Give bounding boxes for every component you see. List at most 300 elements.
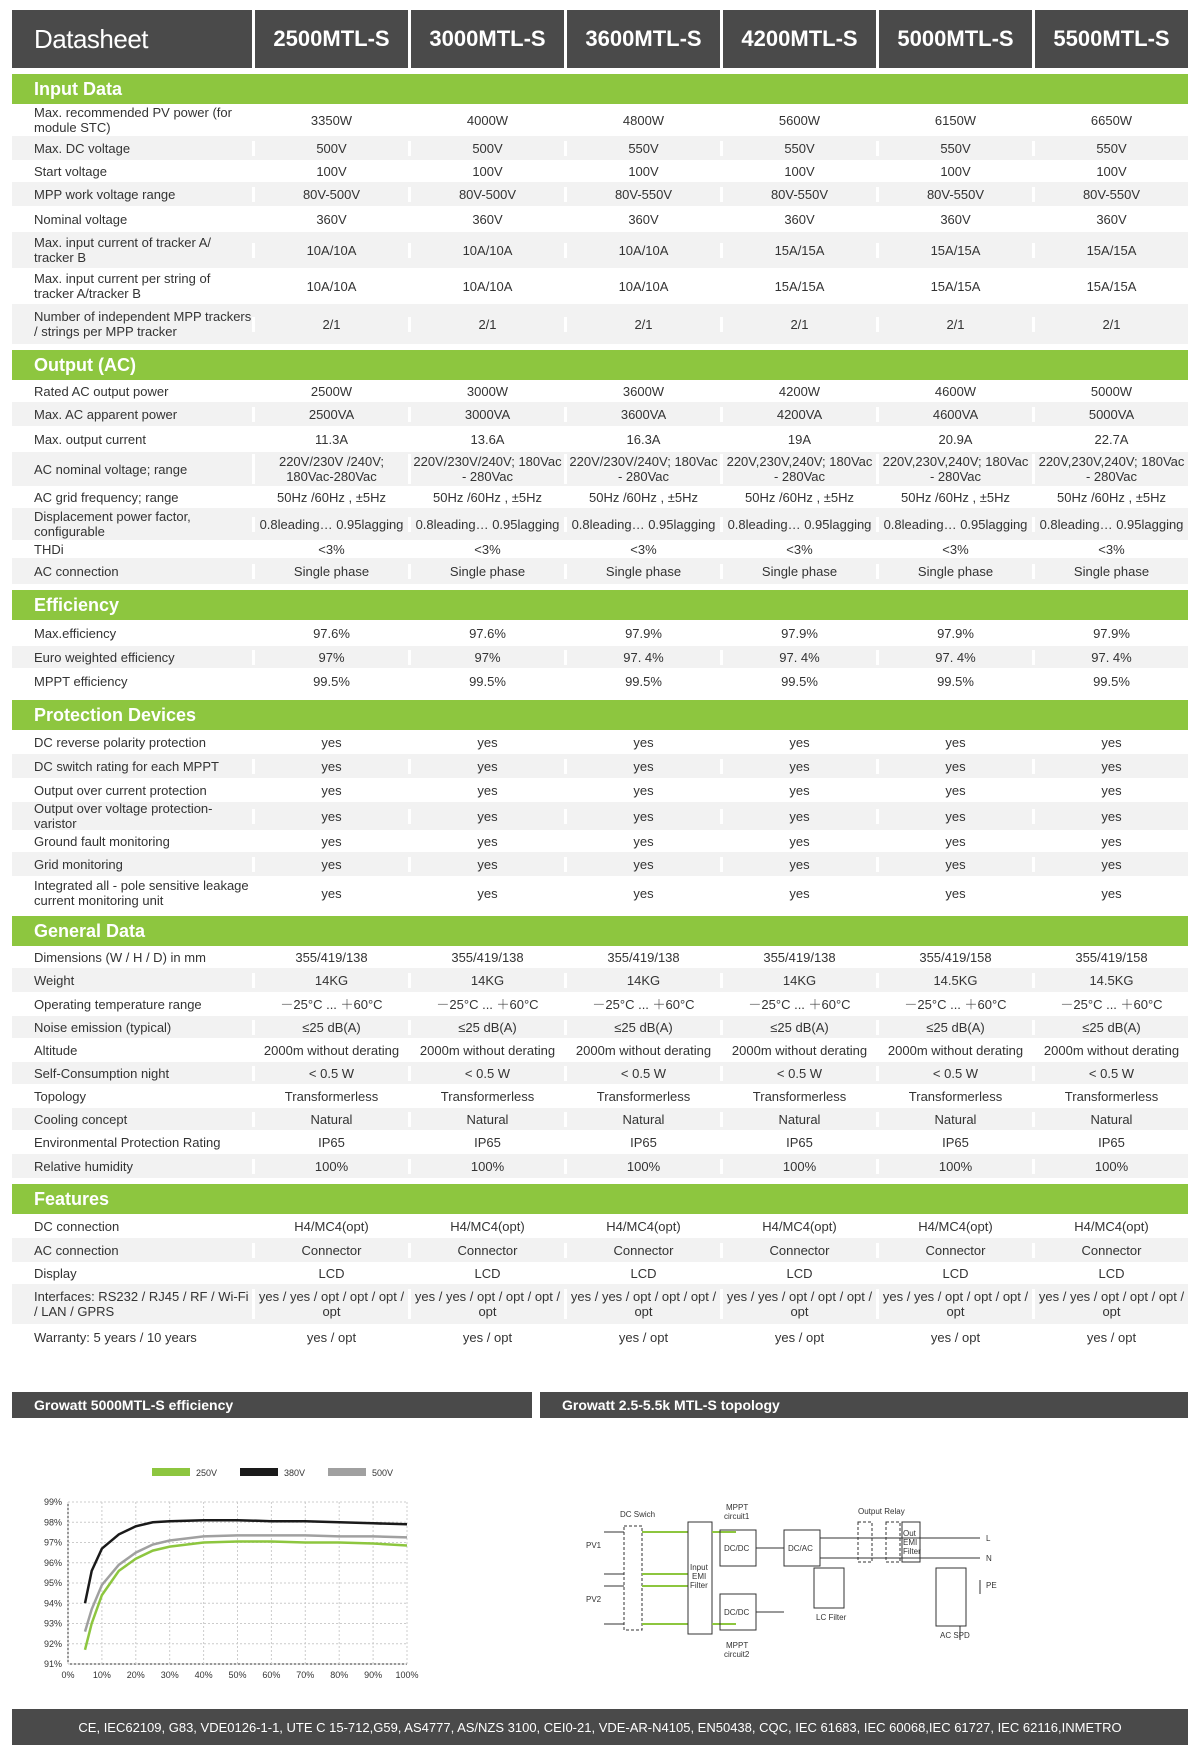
- row-value: 360V: [876, 212, 1032, 227]
- row-value: Transformerless: [252, 1089, 408, 1104]
- row-label: Altitude: [34, 1042, 78, 1058]
- row-value: 100%: [408, 1159, 564, 1174]
- row-label: Dimensions (W / H / D) in mm: [34, 949, 206, 965]
- row-value: < 0.5 W: [564, 1066, 720, 1081]
- row-value: 19A: [720, 432, 876, 447]
- row-value: 100%: [720, 1159, 876, 1174]
- row-label: Max.efficiency: [34, 625, 117, 641]
- row-value: yes: [876, 809, 1032, 824]
- row-label: Interfaces: RS232 / RJ45 / RF / Wi-Fi / LAN / GPRS: [34, 1289, 249, 1319]
- row-label: Environmental Protection Rating: [34, 1134, 221, 1150]
- section-header: General Data: [12, 916, 1188, 946]
- table-row: [12, 1238, 1188, 1262]
- row-value: 360V: [564, 212, 720, 227]
- row-value: 14KG: [720, 973, 876, 988]
- table-row: [12, 1038, 1188, 1062]
- x-tick-label: 10%: [92, 1670, 111, 1680]
- row-value: yes / opt: [252, 1330, 408, 1345]
- row-value: Connector: [408, 1243, 564, 1258]
- row-value: 550V: [564, 141, 720, 156]
- table-row: [12, 486, 1188, 508]
- row-value: H4/MC4(opt): [408, 1219, 564, 1234]
- row-label: AC grid frequency; range: [34, 489, 179, 505]
- row-value: 16.3A: [564, 432, 720, 447]
- row-label: Displacement power factor, configurable: [34, 509, 191, 539]
- row-value: yes: [876, 834, 1032, 849]
- model-column-header: 5500MTL-S: [1035, 10, 1188, 68]
- row-value: 355/419/138: [252, 950, 408, 965]
- row-label: AC nominal voltage; range: [34, 461, 188, 477]
- row-value: IP65: [252, 1135, 408, 1150]
- row-value: H4/MC4(opt): [564, 1219, 720, 1234]
- row-label: Noise emission (typical): [34, 1019, 172, 1035]
- row-value: 6650W: [1032, 113, 1188, 128]
- datasheet-title: Datasheet: [12, 10, 252, 68]
- table-row: [12, 268, 1188, 304]
- table-row: [12, 182, 1188, 206]
- row-value: 220V,230V,240V; 180Vac - 280Vac: [720, 454, 876, 484]
- row-value: 14KG: [564, 973, 720, 988]
- table-row: [12, 668, 1188, 694]
- row-value: IP65: [564, 1135, 720, 1150]
- row-label: Ground fault monitoring: [34, 833, 170, 849]
- row-value: < 0.5 W: [252, 1066, 408, 1081]
- row-value: 5600W: [720, 113, 876, 128]
- row-value: 2/1: [720, 317, 876, 332]
- model-column-header: 5000MTL-S: [879, 10, 1032, 68]
- row-value: 3000W: [408, 384, 564, 399]
- row-label: Grid monitoring: [34, 856, 123, 872]
- row-value: <3%: [876, 542, 1032, 557]
- row-value: yes: [408, 759, 564, 774]
- y-tick-label: 94%: [43, 1598, 62, 1609]
- row-value: 355/419/158: [876, 950, 1032, 965]
- row-value: <3%: [408, 542, 564, 557]
- row-value: yes / yes / opt / opt / opt / opt: [720, 1289, 876, 1319]
- efficiency-chart-header: Growatt 5000MTL-S efficiency: [12, 1392, 532, 1418]
- row-value: ≤25 dB(A): [564, 1020, 720, 1035]
- row-value: yes / yes / opt / opt / opt / opt: [876, 1289, 1032, 1319]
- row-value: 50Hz /60Hz , ±5Hz: [876, 490, 1032, 505]
- row-value: yes: [408, 886, 564, 901]
- row-value: 97. 4%: [720, 650, 876, 665]
- table-row: [12, 304, 1188, 344]
- row-label: Max. input current per string of tracker A/tracker B: [34, 271, 211, 301]
- table-row: [12, 402, 1188, 426]
- row-value: 0.8leading… 0.95lagging: [1032, 517, 1188, 532]
- mppt1-label-b: circuit1: [724, 1512, 750, 1521]
- row-value: 220V/230V /240V; 180Vac-280Vac: [252, 454, 408, 484]
- row-value: 97.9%: [1032, 626, 1188, 641]
- row-value: 100%: [564, 1159, 720, 1174]
- row-value: IP65: [876, 1135, 1032, 1150]
- row-label: Max. DC voltage: [34, 140, 131, 156]
- row-value: 100V: [408, 164, 564, 179]
- x-tick-label: 70%: [296, 1670, 315, 1680]
- row-value: Natural: [720, 1112, 876, 1127]
- row-value: 10A/10A: [408, 279, 564, 294]
- row-value: 50Hz /60Hz , ±5Hz: [252, 490, 408, 505]
- mppt2-label-b: circuit2: [724, 1650, 750, 1659]
- row-value: 11.3A: [252, 432, 408, 447]
- table-row: [12, 1084, 1188, 1108]
- lc-filter-box: [814, 1568, 844, 1608]
- row-value: 97.6%: [408, 626, 564, 641]
- row-value: Single phase: [876, 564, 1032, 579]
- row-value: yes: [564, 783, 720, 798]
- row-value: 2/1: [564, 317, 720, 332]
- row-label: Weight: [34, 972, 75, 988]
- model-column-header: 4200MTL-S: [723, 10, 876, 68]
- row-value: 97. 4%: [876, 650, 1032, 665]
- row-value: yes: [408, 783, 564, 798]
- table-row: [12, 508, 1188, 540]
- row-label: Nominal voltage: [34, 211, 128, 227]
- table-row: [12, 104, 1188, 136]
- row-label: THDi: [34, 541, 64, 557]
- row-value: 5000W: [1032, 384, 1188, 399]
- row-value: Connector: [876, 1243, 1032, 1258]
- row-value: yes: [1032, 759, 1188, 774]
- row-value: Connector: [252, 1243, 408, 1258]
- y-tick-label: 97%: [43, 1537, 62, 1548]
- dcac-label: DC/AC: [788, 1544, 813, 1553]
- row-value: yes: [564, 886, 720, 901]
- x-tick-label: 0%: [61, 1670, 75, 1680]
- row-value: 4000W: [408, 113, 564, 128]
- input-emi-label-b: EMI: [692, 1572, 707, 1581]
- row-value: yes / yes / opt / opt / opt / opt: [1032, 1289, 1188, 1319]
- row-label: AC connection: [34, 563, 119, 579]
- row-value: 99.5%: [408, 674, 564, 689]
- x-tick-label: 80%: [330, 1670, 349, 1680]
- row-value: 2000m without derating: [252, 1043, 408, 1058]
- table-row: [12, 1062, 1188, 1084]
- y-tick-label: 95%: [43, 1578, 62, 1588]
- row-label: Warranty: 5 years / 10 years: [34, 1329, 197, 1345]
- section-header: Protection Devices: [12, 700, 1188, 730]
- row-label: DC reverse polarity protection: [34, 734, 206, 750]
- pe-terminal-label: PE: [986, 1581, 997, 1590]
- row-label: MPPT efficiency: [34, 673, 128, 689]
- row-value: yes: [1032, 735, 1188, 750]
- row-value: 2/1: [252, 317, 408, 332]
- row-value: yes: [720, 886, 876, 901]
- row-value: 100%: [1032, 1159, 1188, 1174]
- row-value: LCD: [1032, 1266, 1188, 1281]
- efficiency-chart: [12, 1418, 532, 1692]
- row-value: 15A/15A: [720, 279, 876, 294]
- row-value: 80V-550V: [720, 187, 876, 202]
- row-value: ≤25 dB(A): [1032, 1020, 1188, 1035]
- row-value: yes: [252, 857, 408, 872]
- table-row: [12, 778, 1188, 802]
- model-column-header: 2500MTL-S: [255, 10, 408, 68]
- row-value: 10A/10A: [564, 243, 720, 258]
- row-value: < 0.5 W: [876, 1066, 1032, 1081]
- row-value: LCD: [252, 1266, 408, 1281]
- row-value: 2000m without derating: [876, 1043, 1032, 1058]
- row-value: <3%: [1032, 542, 1188, 557]
- row-value: 0.8leading… 0.95lagging: [408, 517, 564, 532]
- row-value: 355/419/138: [408, 950, 564, 965]
- row-value: 2500W: [252, 384, 408, 399]
- row-value: 3600W: [564, 384, 720, 399]
- row-value: yes / yes / opt / opt / opt / opt: [408, 1289, 564, 1319]
- row-value: 100%: [876, 1159, 1032, 1174]
- row-value: Transformerless: [876, 1089, 1032, 1104]
- row-value: yes: [252, 809, 408, 824]
- row-value: yes / yes / opt / opt / opt / opt: [564, 1289, 720, 1319]
- table-row: [12, 426, 1188, 452]
- row-value: 100V: [1032, 164, 1188, 179]
- row-value: yes: [876, 857, 1032, 872]
- row-value: Connector: [1032, 1243, 1188, 1258]
- y-tick-label: 98%: [43, 1517, 62, 1528]
- table-row: [12, 852, 1188, 876]
- row-value: Single phase: [252, 564, 408, 579]
- table-header: [12, 10, 1188, 68]
- row-value: yes: [252, 783, 408, 798]
- row-value: 10A/10A: [252, 279, 408, 294]
- row-value: 100V: [876, 164, 1032, 179]
- table-row: [12, 1108, 1188, 1130]
- table-row: [12, 232, 1188, 268]
- row-value: yes / opt: [1032, 1330, 1188, 1345]
- row-value: 2000m without derating: [1032, 1043, 1188, 1058]
- row-value: 15A/15A: [876, 243, 1032, 258]
- row-value: 220V/230V/240V; 180Vac - 280Vac: [408, 454, 564, 484]
- row-value: 2000m without derating: [564, 1043, 720, 1058]
- row-value: 80V-550V: [876, 187, 1032, 202]
- dcdc2-label: DC/DC: [724, 1608, 750, 1617]
- row-value: yes: [1032, 809, 1188, 824]
- x-tick-label: 20%: [126, 1670, 145, 1680]
- row-value: 20.9A: [876, 432, 1032, 447]
- row-value: 355/419/158: [1032, 950, 1188, 965]
- row-value: yes: [564, 735, 720, 750]
- row-value: 2/1: [408, 317, 564, 332]
- table-row: [12, 876, 1188, 910]
- table-row: [12, 206, 1188, 232]
- row-value: yes: [252, 834, 408, 849]
- row-value: Transformerless: [408, 1089, 564, 1104]
- x-tick-label: 90%: [364, 1670, 383, 1680]
- x-tick-label: 30%: [160, 1670, 179, 1680]
- row-value: －25°C ... ＋60°C: [564, 997, 720, 1012]
- row-value: 2000m without derating: [720, 1043, 876, 1058]
- table-row: [12, 754, 1188, 778]
- row-value: 97.6%: [252, 626, 408, 641]
- table-row: [12, 730, 1188, 754]
- row-value: 10A/10A: [564, 279, 720, 294]
- row-value: yes: [876, 759, 1032, 774]
- row-value: Natural: [876, 1112, 1032, 1127]
- row-label: Output over current protection: [34, 782, 207, 798]
- output-relay-2: [886, 1522, 900, 1562]
- row-value: 100V: [720, 164, 876, 179]
- row-value: 80V-550V: [1032, 187, 1188, 202]
- n-terminal-label: N: [986, 1554, 992, 1563]
- row-value: yes: [564, 759, 720, 774]
- row-value: 99.5%: [252, 674, 408, 689]
- y-tick-label: 93%: [43, 1618, 62, 1629]
- row-value: 15A/15A: [1032, 279, 1188, 294]
- row-value: 360V: [408, 212, 564, 227]
- row-value: Natural: [564, 1112, 720, 1127]
- row-value: 550V: [720, 141, 876, 156]
- row-label: Topology: [34, 1088, 87, 1104]
- row-value: 10A/10A: [252, 243, 408, 258]
- row-value: yes: [720, 809, 876, 824]
- table-row: [12, 136, 1188, 160]
- row-value: yes: [252, 759, 408, 774]
- row-value: yes: [720, 783, 876, 798]
- row-value: 99.5%: [720, 674, 876, 689]
- row-value: Natural: [1032, 1112, 1188, 1127]
- row-value: 0.8leading… 0.95lagging: [564, 517, 720, 532]
- charts-area: [12, 1392, 1188, 1692]
- row-value: Natural: [408, 1112, 564, 1127]
- row-label: Max. input current of tracker A/ tracker B: [34, 235, 212, 265]
- row-value: yes: [720, 759, 876, 774]
- output-relay-1: [858, 1522, 872, 1562]
- row-value: yes: [1032, 834, 1188, 849]
- row-value: <3%: [252, 542, 408, 557]
- row-label: Operating temperature range: [34, 996, 202, 1012]
- row-label: Max. AC apparent power: [34, 406, 178, 422]
- row-label: Start voltage: [34, 163, 107, 179]
- row-label: Rated AC output power: [34, 383, 169, 399]
- row-value: 100%: [252, 1159, 408, 1174]
- row-value: Single phase: [1032, 564, 1188, 579]
- row-value: 4600VA: [876, 407, 1032, 422]
- y-tick-label: 96%: [43, 1557, 62, 1568]
- row-value: 550V: [876, 141, 1032, 156]
- row-value: 13.6A: [408, 432, 564, 447]
- row-value: Single phase: [564, 564, 720, 579]
- row-value: yes: [564, 857, 720, 872]
- row-value: 6150W: [876, 113, 1032, 128]
- row-value: yes: [252, 735, 408, 750]
- row-value: yes: [720, 857, 876, 872]
- row-value: yes: [408, 857, 564, 872]
- row-value: 3600VA: [564, 407, 720, 422]
- series-line-250V: [85, 1542, 407, 1650]
- row-value: 97. 4%: [564, 650, 720, 665]
- row-label: Cooling concept: [34, 1111, 128, 1127]
- row-value: yes: [1032, 857, 1188, 872]
- legend-swatch: [328, 1468, 366, 1476]
- row-value: 355/419/138: [564, 950, 720, 965]
- row-value: 360V: [1032, 212, 1188, 227]
- row-value: ≤25 dB(A): [408, 1020, 564, 1035]
- row-value: yes / opt: [564, 1330, 720, 1345]
- section-header: Features: [12, 1184, 1188, 1214]
- y-tick-label: 91%: [43, 1659, 62, 1669]
- table-row: [12, 992, 1188, 1016]
- table-row: [12, 1154, 1188, 1178]
- row-value: 4800W: [564, 113, 720, 128]
- row-value: －25°C ... ＋60°C: [720, 997, 876, 1012]
- spec-sections: [12, 74, 1188, 1350]
- row-value: yes / opt: [876, 1330, 1032, 1345]
- output-relay-label: Output Relay: [858, 1507, 905, 1516]
- row-value: 4200W: [720, 384, 876, 399]
- row-value: Connector: [564, 1243, 720, 1258]
- model-column-header: 3000MTL-S: [411, 10, 564, 68]
- legend-swatch: [152, 1468, 190, 1476]
- certifications-footer: CE, IEC62109, G83, VDE0126-1-1, UTE C 15-712,G59, AS4777, AS/NZS 3100, CEI0-21, VDE-AR-N4105, EN50438, CQC, IEC 61683, IEC 60068,IEC 61727, IEC 62116,INMETRO: [12, 1709, 1188, 1745]
- ac-spd-box: [936, 1568, 966, 1626]
- dcdc1-label: DC/DC: [724, 1544, 750, 1553]
- row-value: 50Hz /60Hz , ±5Hz: [564, 490, 720, 505]
- row-value: IP65: [1032, 1135, 1188, 1150]
- row-value: 14KG: [252, 973, 408, 988]
- row-value: Single phase: [408, 564, 564, 579]
- x-tick-label: 100%: [395, 1670, 419, 1680]
- row-value: 97.9%: [876, 626, 1032, 641]
- row-label: MPP work voltage range: [34, 186, 176, 202]
- row-label: DC connection: [34, 1218, 120, 1234]
- row-value: ≤25 dB(A): [252, 1020, 408, 1035]
- x-tick-label: 40%: [194, 1670, 213, 1680]
- row-value: 0.8leading… 0.95lagging: [876, 517, 1032, 532]
- row-value: 220V,230V,240V; 180Vac - 280Vac: [876, 454, 1032, 484]
- row-value: yes: [876, 886, 1032, 901]
- datasheet-table: [12, 10, 1188, 1350]
- row-value: －25°C ... ＋60°C: [1032, 997, 1188, 1012]
- table-row: [12, 160, 1188, 182]
- table-row: [12, 646, 1188, 668]
- row-label: Relative humidity: [34, 1158, 133, 1174]
- row-label: Output over voltage protection-varistor: [34, 801, 213, 831]
- row-value: 99.5%: [876, 674, 1032, 689]
- row-value: Transformerless: [1032, 1089, 1188, 1104]
- row-value: 355/419/138: [720, 950, 876, 965]
- row-value: <3%: [720, 542, 876, 557]
- l-terminal-label: L: [986, 1534, 991, 1543]
- row-value: Single phase: [720, 564, 876, 579]
- dc-switch-label: DC Swich: [620, 1510, 656, 1519]
- row-value: 50Hz /60Hz , ±5Hz: [408, 490, 564, 505]
- row-value: 2/1: [1032, 317, 1188, 332]
- row-value: 97%: [408, 650, 564, 665]
- row-value: yes: [252, 886, 408, 901]
- input-emi-label-c: Filter: [690, 1581, 708, 1590]
- row-value: 500V: [252, 141, 408, 156]
- row-value: yes: [408, 834, 564, 849]
- table-row: [12, 380, 1188, 402]
- row-value: <3%: [564, 542, 720, 557]
- table-row: [12, 1016, 1188, 1038]
- table-row: [12, 1130, 1188, 1154]
- row-value: 80V-500V: [252, 187, 408, 202]
- row-value: 14KG: [408, 973, 564, 988]
- table-row: [12, 620, 1188, 646]
- row-value: < 0.5 W: [720, 1066, 876, 1081]
- row-value: 0.8leading… 0.95lagging: [720, 517, 876, 532]
- row-label: Max. recommended PV power (for module STC): [34, 105, 232, 135]
- section-header: Efficiency: [12, 590, 1188, 620]
- row-value: yes: [1032, 783, 1188, 798]
- table-row: [12, 558, 1188, 584]
- row-value: < 0.5 W: [1032, 1066, 1188, 1081]
- row-value: 100V: [252, 164, 408, 179]
- row-label: Number of independent MPP trackers / strings per MPP tracker: [34, 309, 252, 339]
- row-value: yes: [564, 809, 720, 824]
- efficiency-chart-panel: [12, 1392, 532, 1692]
